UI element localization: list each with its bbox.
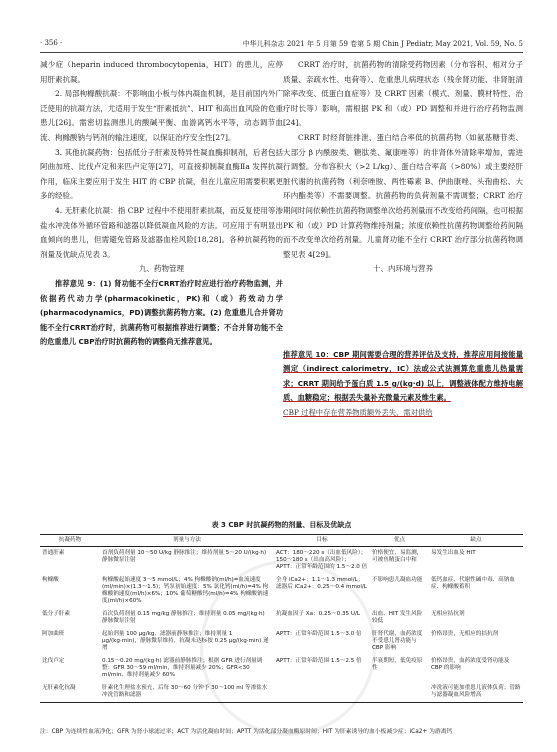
cons-cell: 价格昂贵，血药浓度受肾功能及 CBP 的影响	[431, 658, 510, 671]
journal-citation: 中华儿科杂志 2021 年 5 月第 59 卷第 5 期 Chin J Pediatr, May 2021, Vol. 59, No. 5	[242, 40, 523, 48]
paragraph: 3. 其他抗凝药物：包括低分子肝素及特异性凝血酶抑制剂，后者包括阿曲加班、比伐卢定和来匹卢定等[27]，可直接抑制凝血酶Ⅱa 发挥抗凝作用，临床主要应用于发生 HIT 的 CBP 抗凝，但在儿童应用需要积累更多的经验。	[40, 147, 283, 201]
drug-name: 枸橼酸	[42, 577, 59, 583]
pros-cell: 半衰期短，低免疫原性	[372, 658, 423, 671]
target-cell: APTT：正常年龄范围 1.5～2.5 倍	[276, 658, 362, 664]
page-number: · 356 ·	[40, 39, 63, 47]
target-cell: 全身 iCa2+：1.1～1.3 mmol/L；滤器后 iCa2+：0.25～0.4 mmol/L	[276, 577, 367, 590]
table-caption: 表 3 CBP 时抗凝药物的剂量、目标及优缺点	[211, 521, 352, 529]
right-column	[283, 58, 523, 277]
section-title: 九、药物管理	[139, 264, 184, 274]
paragraph: 4. 无肝素化抗凝：指 CBP 过程中不使用肝素抗凝，而反复使用等渗盐水冲洗体外循环管路和滤器以降低凝血风险的方法。可应用于有明显出血倾向的患儿，但需避免管路及滤器血栓风险[18,28]。各种抗凝药物的剂量及优缺点见表 3。	[40, 205, 283, 259]
table-header-row	[40, 535, 523, 547]
table-footnote: 注：CBP 为连续性血液净化；GFR 为肾小球滤过率；ACT 为活化凝血时间；APTT 为活化部分凝血酶原时间；HIT 为肝素诱导的血小板减少症；iCa2+ 为游离钙	[40, 729, 453, 735]
paragraph: 2. 局部枸橼酸抗凝：不影响血小板与体内凝血机制，是目前国内外广泛使用的抗凝方法，尤适用于发生“肝素抵抗”、HIT 和高出血风险的危重患儿[26]。需密切监测患儿的酸碱平衡、血游离钙水平等，动态调节血流、枸橼酸钠与钙剂的输注速度，以保证治疗安全性[27]。	[40, 89, 283, 142]
recommendation-9: 推荐意见 9：(1) 肾功能不全行CRRT治疗时应进行治疗药物监测，并依据药代动力学(pharmacokinetic，PK)和（或）药效动力学(pharmacodynamics，PD)调整抗菌药物方案。(2) 危重患儿合并肾功能不全行CRRT治疗时，抗菌药物可根据推荐进行调整；不合并肾功能不全的危重患儿 CBP治疗时抗菌药物的调整尚无推荐意见。	[40, 278, 283, 347]
column-header: 剂量与方法	[100, 535, 274, 547]
column-header: 目标	[274, 535, 370, 547]
dose-cell: 起始剂量 100 μg/kg，滤器前静脉推注；维持剂量 1 μg/(kg·min)，静脉微泵维持，抗凝未达标按 0.25 μg/(kg·min) 递增	[102, 631, 269, 651]
cons-cell: 冲洗液可能加重患儿液体负荷；管路与滤器凝血风险增高	[429, 682, 523, 703]
paragraph: CBP 过程中存在营养物质额外丢失，需对供给	[283, 407, 433, 417]
paragraph: CRRT 时经肾脏排泄、蛋白结合率低的抗菌药物（如氨基糖苷类、大部分 β 内酰胺类、糖肽类、氟康唑等）的非肾体外清除率增加，需进行调整。分布容积大（>2 L/kg）、蛋白结合率高（>80%）或主要经肝脏代谢的抗菌药物（利奈唑胺、两性霉素 B、伊曲康唑、头孢曲松、大环内酯类等）不需要调整。抗菌药物的负荷剂量不需调整；CRRT 治疗期间时间依赖性抗菌药物调整单次给药剂量而不改变给药间隔，也可根据 PK 和（或）PD 计算药物维持剂量；浓度依赖性抗菌药物调整给药间隔而不改变单次给药剂量。儿童肾功能不全行 CRRT 治疗部分抗菌药物调整见表 4[29]。	[283, 132, 523, 259]
drug-name: 普通肝素	[42, 550, 65, 556]
table-row	[40, 628, 523, 655]
table-row	[40, 608, 523, 628]
target-cell: 抗凝血因子 Xa：0.25～0.35 U/L	[276, 611, 360, 617]
section-title: 十、内环境与营养	[373, 264, 433, 274]
recommendation-10	[283, 348, 523, 420]
cons-cell: 易发生出血及 HIT	[431, 550, 476, 556]
cons-cell: 无相应拮抗剂	[431, 611, 465, 617]
dose-cell: 0.15～0.20 mg/(kg·h) 滤器前静脉推注；根据 GFR 进行剂量调整：GFR 30～59 ml/min，维持剂量减少 20%；GFR<30 ml/min，维持剂量减少 60%	[102, 658, 263, 678]
dose-cell: 枸橼酸起始速度 3～5 mmol/L；4% 枸橼酸钠(ml/h)=血流速度(ml/min)×(1.3～1.5)；钙泵初始速度：5% 氯化钙(ml/h)=4% 枸橼酸钠速度(ml/h)×6%；10% 葡萄糖酸钙(ml/h)=4% 枸橼酸钠速度(ml/h)×60%	[102, 577, 269, 604]
pros-cell: 价格便宜，易监测，可被鱼精蛋白中和	[372, 550, 423, 563]
table-row	[40, 655, 523, 682]
column-header: 优点	[370, 535, 429, 547]
cons-cell: 低钙血症、代谢性碱中毒、高钠血症、枸橼酸蓄积	[431, 577, 515, 590]
pros-cell: 出血、HIT 发生风险较低	[372, 611, 423, 624]
pros-cell: 肝肾代谢，血药浓度不受患儿肾功能与 CBP 影响	[372, 631, 423, 651]
target-cell: ACT：180～220 s（出血低风险）；150～180 s（出血高风险）；APTT：正常年龄范围的 1.5～2.0 倍	[276, 550, 368, 570]
drug-name: 低分子肝素	[42, 611, 70, 617]
pros-cell: 不影响患儿凝血功能	[372, 577, 423, 583]
table-row	[40, 574, 523, 608]
column-header: 缺点	[429, 535, 523, 547]
anticoagulant-table	[40, 534, 523, 703]
recommendation-10-text: 推荐意见 10：CBP 期间需要合理的营养评估及支持，推荐应用间接能量测定（indirect calorimetry，IC）法或公式法测算危重患儿热量需求；CRRT 期间给予蛋白质 1.5 g/(kg·d) 以上，调整液体配方维持电解质、血糖稳定；根据丢失量补充微量元素及维生素。	[283, 350, 523, 403]
target-cell: APTT：正常年龄范围 1.5～3.0 倍	[276, 631, 362, 637]
page-header	[40, 36, 523, 53]
dose-cell: 首次负荷剂量 0.15 mg/kg 静脉推注；维持剂量 0.05 mg/(kg·h) 静脉微泵注射	[102, 611, 265, 624]
cons-cell: 价格昂贵，无相应的拮抗剂	[431, 631, 499, 637]
column-header: 抗凝药物	[40, 535, 100, 547]
dose-cell: 首剂负荷剂量 10～50 U/kg 静脉推注；维持剂量 5～20 U/(kg·h) 静脉微泵注射	[102, 550, 267, 563]
left-column	[40, 58, 283, 350]
drug-name: 阿加曲班	[42, 631, 65, 637]
paragraph: 减少症（heparin induced thrombocytopenia，HIT）的患儿，应停用肝素抗凝。	[40, 60, 283, 84]
pros-cell	[370, 682, 429, 703]
table-row	[40, 547, 523, 575]
dose-cell: 肝素化生理盐水预充，后每 30～60 分钟予 30～100 ml 等渗盐水冲洗管路和滤器	[100, 682, 274, 703]
drug-name: 无肝素化抗凝	[40, 682, 100, 703]
paragraph: CRRT 治疗时，抗菌药物的清除受药物因素（分布容积、相对分子质量、亲疏水性、电荷等）、危重患儿病理状态（残余肾功能、非肾脏清除率改变、低蛋白血症等）及 CRRT 因素（模式、剂量、膜材特性、治疗时长等）影响，需根据 PK 和（或）PD 调整和并进行治疗药物监测[24]。	[283, 60, 523, 128]
table-row	[40, 682, 523, 703]
drug-name: 比伐卢定	[42, 658, 65, 664]
target-cell	[274, 682, 370, 703]
